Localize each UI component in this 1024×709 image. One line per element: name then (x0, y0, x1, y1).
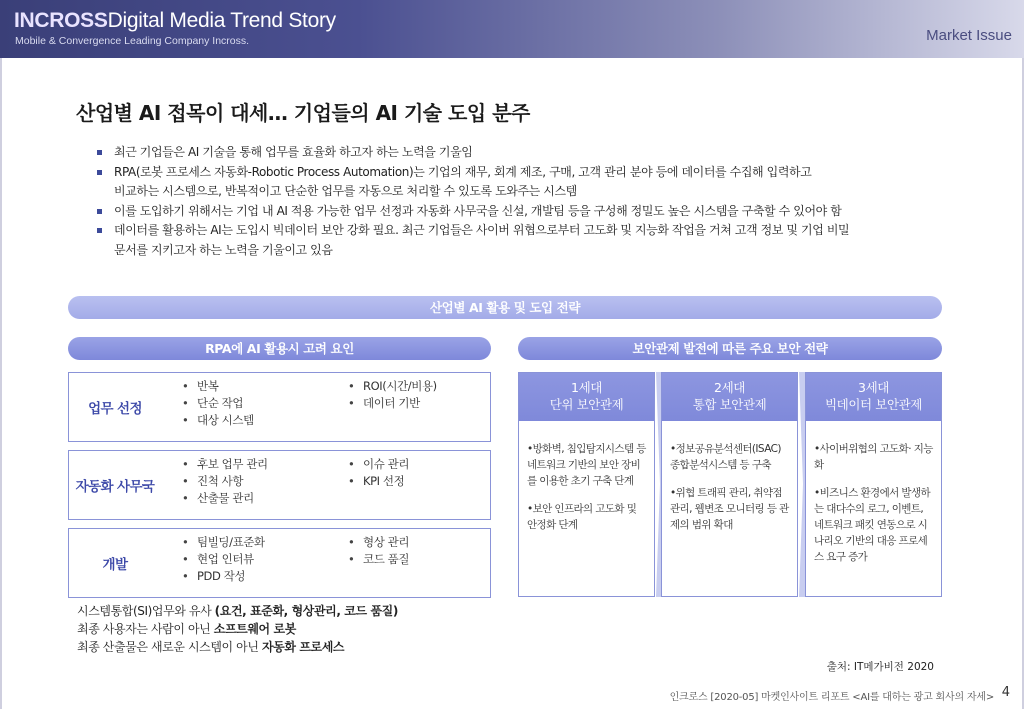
page-number: 4 (1001, 685, 1010, 700)
stage-header (662, 373, 797, 421)
factor-item: • 형상 관리 (345, 534, 409, 551)
factor-list (345, 378, 437, 412)
factor-item: • 현업 인터뷰 (179, 551, 265, 568)
stage-body (662, 421, 797, 533)
factor-list (179, 456, 268, 507)
brand-suffix: Digital Media Trend Story (107, 9, 336, 32)
factor-item: • 산출물 관리 (179, 490, 268, 507)
stage-card-gen2 (661, 372, 798, 597)
factor-item: • PDD 작성 (179, 568, 265, 585)
source-citation: 출처: IT메가비전 2020 (826, 661, 934, 673)
factor-row-development (68, 528, 491, 598)
stage-title: 통합 보안관제 (692, 397, 767, 412)
factor-item: • ROI(시간/비용) (345, 378, 437, 395)
factor-item: • 팀빌딩/표준화 (179, 534, 265, 551)
stage-generation: 2세대 (714, 380, 745, 395)
main-banner: 산업별 AI 활용 및 도입 전략 (68, 296, 942, 319)
factor-name: 자동화 사무국 (75, 479, 155, 495)
page-title: 산업별 AI 접목이 대세… 기업들의 AI 기술 도입 분주 (76, 101, 530, 125)
notes (77, 602, 398, 656)
factor-item: • KPI 선정 (345, 473, 409, 490)
stage-generation: 3세대 (858, 380, 889, 395)
summary-bullets (96, 143, 976, 260)
stage-item: •사이버위협의 고도화· 지능화 (814, 443, 933, 471)
brand-prefix: INCROSS (14, 9, 108, 32)
factor-item: • 코드 품질 (345, 551, 409, 568)
factor-item: • 후보 업무 관리 (179, 456, 268, 473)
stage-item: •정보공유분석센터(ISAC) 종합분석시스템 등 구축 (670, 443, 781, 471)
factor-name: 업무 선정 (88, 401, 142, 417)
brand-logo (14, 9, 336, 33)
stage-item: •방화벽, 침입탐지시스템 등 네트워크 기반의 보안 장비를 이용한 초기 구축 단계 (527, 443, 646, 487)
stage-title: 빅데이터 보안관제 (825, 397, 922, 412)
left-panel-heading: RPA에 AI 활용시 고려 요인 (68, 337, 491, 360)
stage-item: •비즈니스 환경에서 발생하는 대다수의 로그, 이벤트, 네트워크 패킷 연동으로 시나리오 기반의 대응 프로세스 요구 증가 (814, 487, 931, 563)
section-label: Market Issue (926, 27, 1012, 44)
stage-body (519, 421, 654, 533)
factor-item: • 데이터 기반 (345, 395, 437, 412)
factor-list (179, 378, 254, 429)
right-panel-heading: 보안관제 발전에 따른 주요 보안 전략 (518, 337, 942, 360)
footer-text: 인크로스 [2020-05] 마켓인사이트 리포트 <AI를 대하는 광고 회사의 자세> (669, 692, 994, 703)
stage-card-gen1 (518, 372, 655, 597)
factor-item: • 반복 (179, 378, 254, 395)
stage-item: •보안 인프라의 고도화 및 안정화 단계 (527, 503, 637, 531)
bullet-item: RPA(로봇 프로세스 자동화-Robotic Process Automation)는 기업의 재무, 회계 제조, 구매, 고객 관리 분야 등에 데이터를 수집해 입력하고 비교하는 시스템으로, 반복적이고 단순한 업무를 자동으로 처리할 수 있도록 도와주는 시스템 (96, 163, 976, 202)
note-line: 시스템통합(SI)업무와 유사 (요건, 표준화, 형상관리, 코드 품질) (77, 604, 398, 618)
factor-item: • 단순 작업 (179, 395, 254, 412)
bullet-item: 최근 기업들은 AI 기술을 통해 업무를 효율화 하고자 하는 노력을 기울임 (96, 143, 976, 163)
bullet-item: 이를 도입하기 위해서는 기업 내 AI 적용 가능한 업무 선정과 자동화 사무국을 신설, 개발팀 등을 구성해 정밀도 높은 시스템을 구축할 수 있어야 함 (96, 202, 976, 222)
factor-item: • 진척 사항 (179, 473, 268, 490)
bullet-item: 데이터를 활용하는 AI는 도입시 빅데이터 보안 강화 필요. 최근 기업들은 사이버 위협으로부터 고도화 및 지능화 작업을 거쳐 고객 정보 및 기업 비밀 문서를 지키고자 하는 노력을 기울이고 있음 (96, 221, 976, 260)
note-line: 최종 산출물은 새로운 시스템이 아닌 자동화 프로세스 (77, 640, 345, 654)
factor-item: • 대상 시스템 (179, 412, 254, 429)
brand-tagline: Mobile & Convergence Leading Company Incross. (15, 35, 250, 47)
note-line: 최종 사용자는 사람이 아닌 소프트웨어 로봇 (77, 622, 296, 636)
stage-card-gen3 (805, 372, 942, 597)
factor-list (179, 534, 265, 585)
stage-title: 단위 보안관제 (549, 397, 624, 412)
factor-list (345, 456, 409, 490)
factor-item: • 이슈 관리 (345, 456, 409, 473)
stage-header (519, 373, 654, 421)
stage-item: •위협 트래픽 관리, 취약점 관리, 웹변조 모니터링 등 관제의 범위 확대 (670, 487, 789, 531)
factor-row-automation-office (68, 450, 491, 520)
factor-name: 개발 (102, 557, 128, 573)
stage-body (806, 421, 941, 565)
page-header (0, 0, 1024, 58)
factor-row-task-selection (68, 372, 491, 442)
stage-header (806, 373, 941, 421)
stage-generation: 1세대 (571, 380, 602, 395)
factor-list (345, 534, 409, 568)
